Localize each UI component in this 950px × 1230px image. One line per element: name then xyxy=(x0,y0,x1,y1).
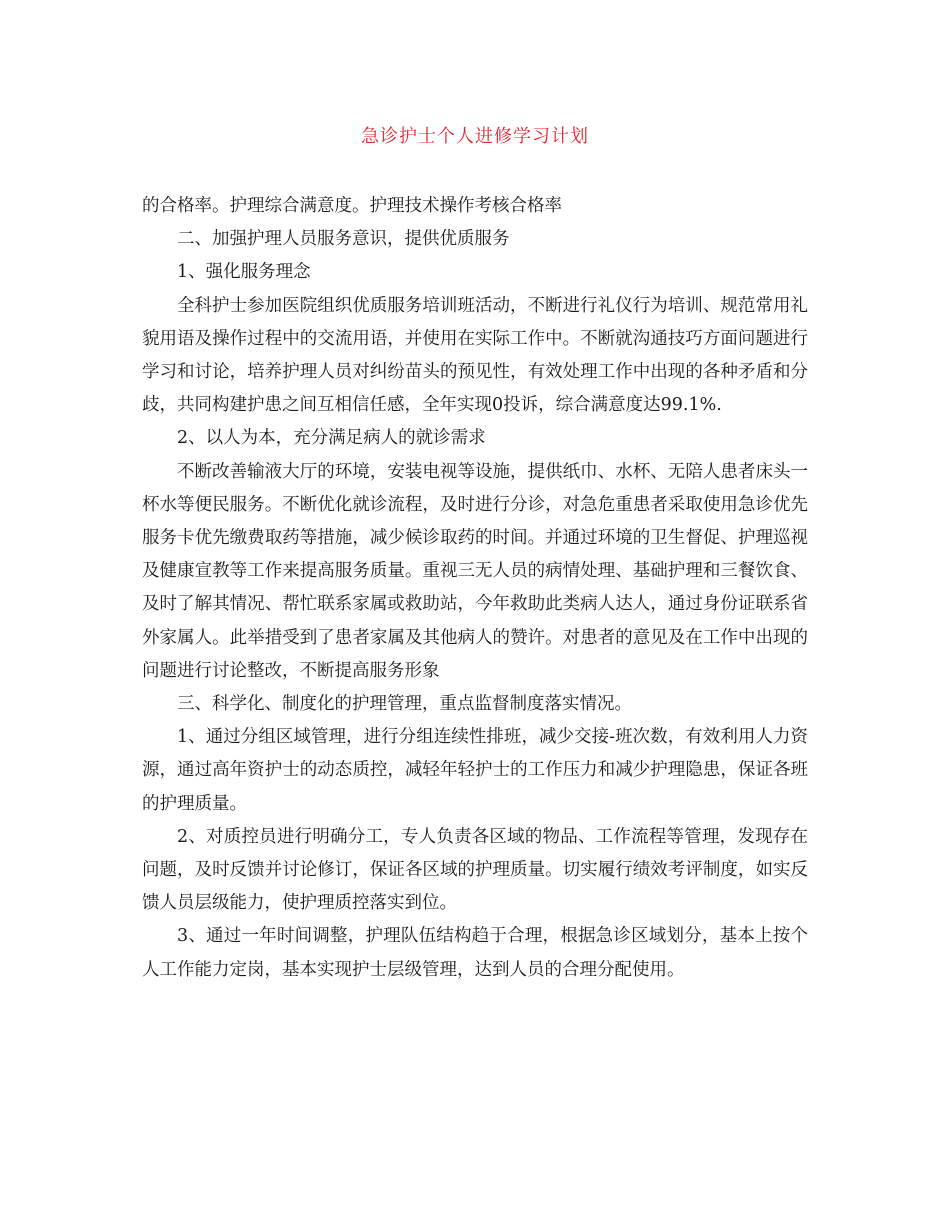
subsection-heading: 2、以人为本，充分满足病人的就诊需求 xyxy=(177,428,486,449)
paragraph: 1、通过分组区域管理，进行分组连续性排班，减少交接-班次数，有效利用人力资源，通过高年资护士的动态质控，减轻年轻护士的工作压力和减少护理隐患，保证各班的护理质量。 xyxy=(142,727,808,814)
document-title: 急诊护士个人进修学习计划 xyxy=(361,126,589,147)
paragraph: 3、通过一年时间调整，护理队伍结构趋于合理，根据急诊区域划分，基本上按个人工作能力定岗，基本实现护士层级管理，达到人员的合理分配使用。 xyxy=(142,926,808,980)
paragraph: 的合格率。护理综合满意度。护理技术操作考核合格率 xyxy=(142,196,562,216)
paragraph: 全科护士参加医院组织优质服务培训班活动，不断进行礼仪行为培训、规范常用礼貌用语及操作过程中的交流用语，并使用在实际工作中。不断就沟通技巧方面问题进行学习和讨论，培养护理人员对纠纷苗头的预见性，有效处理工作中出现的各种矛盾和分歧，共同构建护患之间互相信任感，全年实现0投诉，综合满意度达99.1%. xyxy=(142,295,808,416)
document-body xyxy=(142,190,808,987)
subsection-heading: 1、强化服务理念 xyxy=(177,262,311,283)
section-heading: 二、加强护理人员服务意识，提供优质服务 xyxy=(177,229,510,250)
paragraph: 2、对质控员进行明确分工，专人负责各区域的物品、工作流程等管理，发现存在问题，及时反馈并讨论修订，保证各区域的护理质量。切实履行绩效考评制度，如实反馈人员层级能力，使护理质控落实到位。 xyxy=(142,826,808,914)
section-heading: 三、科学化、制度化的护理管理，重点监督制度落实情况。 xyxy=(177,694,632,715)
paragraph: 不断改善输液大厅的环境，安装电视等设施，提供纸巾、水杯、无陪人患者床头一杯水等便民服务。不断优化就诊流程，及时进行分诊，对急危重患者采取使用急诊优先服务卡优先缴费取药等措施，减少候诊取药的时间。并通过环境的卫生督促、护理巡视及健康宣教等工作来提高服务质量。重视三无人员的病情处理、基础护理和三餐饮食、及时了解其情况、帮忙联系家属或救助站，今年救助此类病人达人，通过身份证联系省外家属人。此举措受到了患者家属及其他病人的赞许。对患者的意见及在工作中出现的问题进行讨论整改，不断提高服务形象 xyxy=(142,461,808,681)
